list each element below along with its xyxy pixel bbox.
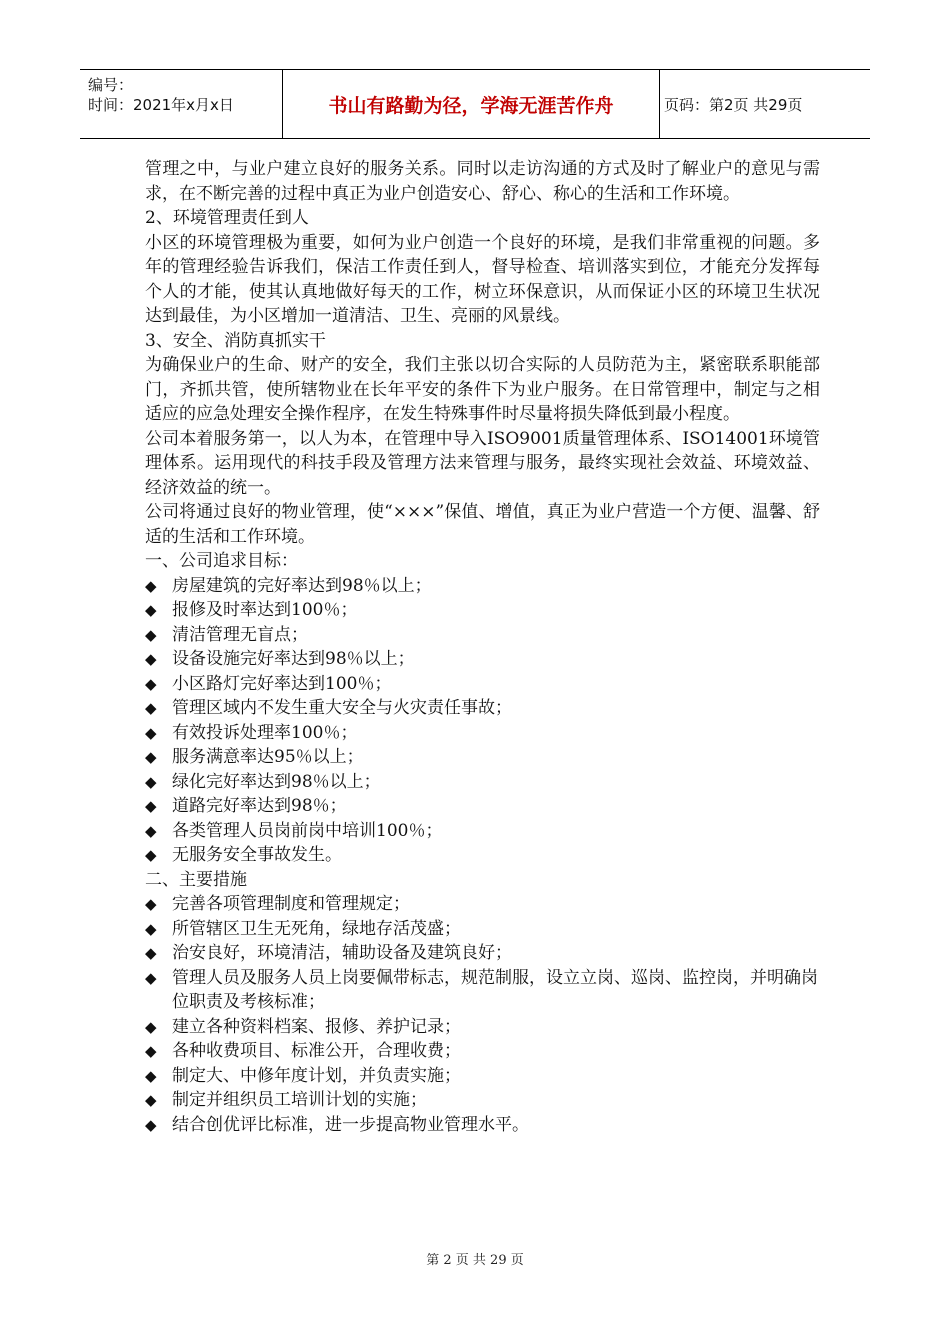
list-item-text: 各种收费项目、标准公开，合理收费； xyxy=(172,1041,461,1061)
diamond-bullet-icon: ◆ xyxy=(145,1091,157,1109)
goals-heading: 一、公司追求目标： xyxy=(145,551,298,571)
page-header xyxy=(80,69,870,139)
code-label: 编号： xyxy=(88,76,134,94)
list-item-text: 服务满意率达95％以上； xyxy=(172,747,364,767)
diamond-bullet-icon: ◆ xyxy=(145,625,157,644)
list-item-text: 报修及时率达到100％； xyxy=(172,600,358,620)
measure-item xyxy=(145,917,820,942)
diamond-bullet-icon: ◆ xyxy=(145,895,157,913)
list-item-text: 管理区域内不发生重大安全与火灾责任事故； xyxy=(172,698,512,718)
goal-item xyxy=(145,623,820,648)
measures-list xyxy=(145,892,820,1137)
paragraph: 为确保业户的生命、财产的安全，我们主张以切合实际的人员防范为主，紧密联系职能部门，齐抓共管，使所辖物业在长年平安的条件下为业户服务。在日常管理中，制定与之相适应的应急处理安全操作程序，在发生特殊事件时尽量将损失降低到最小程度。 xyxy=(145,355,820,424)
goal-item xyxy=(145,819,820,844)
list-item-text: 绿化完好率达到98％以上； xyxy=(172,771,381,792)
diamond-bullet-icon: ◆ xyxy=(145,699,157,717)
paragraph: 小区的环境管理极为重要，如何为业户创造一个良好的环境，是我们非常重视的问题。多年的管理经验告诉我们，保洁工作责任到人，督导检查、培训落实到位，才能充分发挥每个人的才能，使其认真地做好每天的工作，树立环保意识，从而保证小区的环境卫生状况达到最佳，为小区增加一道清洁、卫生、亮丽的风景线。 xyxy=(145,232,820,326)
goal-item xyxy=(145,598,820,623)
diamond-bullet-icon: ◆ xyxy=(145,1115,157,1134)
list-item-text: 结合创优评比标准，进一步提高物业管理水平。 xyxy=(172,1114,529,1135)
list-item-text: 房屋建筑的完好率达到98％以上； xyxy=(172,575,432,596)
measure-item xyxy=(145,1113,820,1138)
list-item-text: 完善各项管理制度和管理规定； xyxy=(172,894,410,914)
section-heading: 2、环境管理责任到人 xyxy=(145,208,309,228)
list-item-text: 治安良好，环境清洁，辅助设备及建筑良好； xyxy=(172,943,512,963)
goals-list xyxy=(145,574,820,868)
header-meta xyxy=(80,70,282,138)
time-label: 时间：2021年x月x日 xyxy=(88,96,234,114)
goal-item xyxy=(145,721,820,746)
section-heading: 3、安全、消防真抓实干 xyxy=(145,330,326,351)
paragraph: 公司本着服务第一，以人为本，在管理中导入ISO9001质量管理体系、ISO14001环境管理体系。运用现代的科技手段及管理方法来管理与服务，最终实现社会效益、环境效益、经济效益的统一。 xyxy=(145,428,820,498)
measures-heading: 二、主要措施 xyxy=(145,869,247,890)
goal-item xyxy=(145,770,820,795)
list-item-text: 制定大、中修年度计划，并负责实施； xyxy=(172,1065,461,1086)
measure-item xyxy=(145,1015,820,1040)
measure-item xyxy=(145,1064,820,1089)
measure-item xyxy=(145,892,820,917)
list-item-text: 各类管理人员岗前岗中培训100％； xyxy=(172,820,443,841)
goal-item xyxy=(145,647,820,672)
diamond-bullet-icon: ◆ xyxy=(145,797,157,815)
diamond-bullet-icon: ◆ xyxy=(145,846,157,864)
goal-item xyxy=(145,843,820,868)
list-item-text: 所管辖区卫生无死角，绿地存活茂盛； xyxy=(172,918,461,939)
goal-item xyxy=(145,574,820,599)
diamond-bullet-icon: ◆ xyxy=(145,821,157,840)
goal-item xyxy=(145,745,820,770)
list-item-text: 管理人员及服务人员上岗要佩带标志，规范制服，设立立岗、巡岗、监控岗，并明确岗位职责及考核标准； xyxy=(172,967,818,1012)
diamond-bullet-icon: ◆ xyxy=(145,919,157,938)
diamond-bullet-icon: ◆ xyxy=(145,772,157,791)
list-item-text: 清洁管理无盲点； xyxy=(172,624,308,645)
list-item-text: 建立各种资料档案、报修、养护记录； xyxy=(172,1016,461,1037)
diamond-bullet-icon: ◆ xyxy=(145,1066,157,1085)
diamond-bullet-icon: ◆ xyxy=(145,601,157,619)
diamond-bullet-icon: ◆ xyxy=(145,944,157,962)
list-item-text: 设备设施完好率达到98％以上； xyxy=(172,649,415,669)
measure-item xyxy=(145,941,820,966)
diamond-bullet-icon: ◆ xyxy=(145,1017,157,1036)
goal-item xyxy=(145,696,820,721)
paragraph: 公司将通过良好的物业管理，使“×××”保值、增值，真正为业户营造一个方便、温馨、舒适的生活和工作环境。 xyxy=(145,502,820,547)
list-item-text: 小区路灯完好率达到100％； xyxy=(172,673,392,694)
header-page-info xyxy=(658,70,870,138)
document-body xyxy=(145,157,820,1137)
measure-item xyxy=(145,966,820,1015)
list-item-text: 无服务安全事故发生。 xyxy=(172,845,342,865)
goal-item xyxy=(145,794,820,819)
diamond-bullet-icon: ◆ xyxy=(145,968,157,987)
goal-item xyxy=(145,672,820,697)
list-item-text: 有效投诉处理率100％； xyxy=(172,722,358,743)
page-footer: 第 2 页 共 29 页 xyxy=(426,1253,524,1268)
list-item-text: 道路完好率达到98％； xyxy=(172,796,347,816)
diamond-bullet-icon: ◆ xyxy=(145,650,157,668)
list-item-text: 制定并组织员工培训计划的实施； xyxy=(172,1090,427,1110)
measure-item xyxy=(145,1039,820,1064)
diamond-bullet-icon: ◆ xyxy=(145,748,157,766)
paragraph: 管理之中，与业户建立良好的服务关系。同时以走访沟通的方式及时了解业户的意见与需求，在不断完善的过程中真正为业户创造安心、舒心、称心的生活和工作环境。 xyxy=(145,159,820,204)
page-info-text: 页码：第2页 共29页 xyxy=(664,95,803,114)
diamond-bullet-icon: ◆ xyxy=(145,674,157,693)
diamond-bullet-icon: ◆ xyxy=(145,576,157,595)
diamond-bullet-icon: ◆ xyxy=(145,1042,157,1060)
diamond-bullet-icon: ◆ xyxy=(145,723,157,742)
measure-item xyxy=(145,1088,820,1113)
header-motto: 书山有路勤为径，学海无涯苦作舟 xyxy=(282,70,660,138)
